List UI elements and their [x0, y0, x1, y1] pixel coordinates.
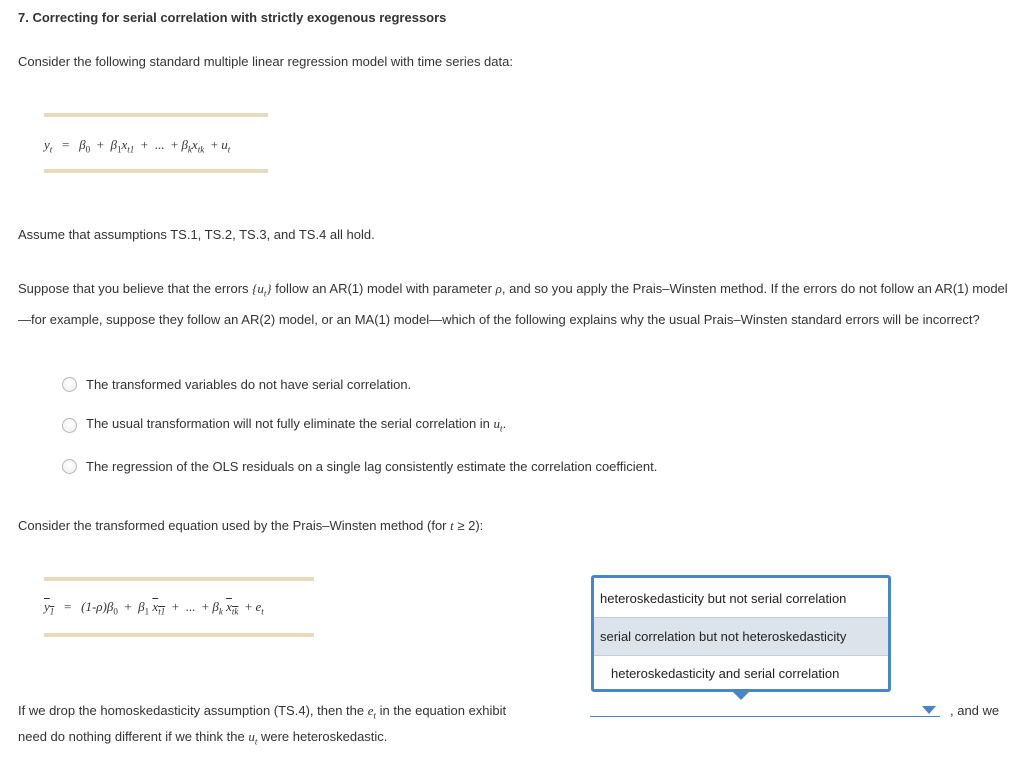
option-1[interactable] [62, 374, 411, 394]
transformed-equation: $y_1$ = $(1-\rho)\beta_0 + \beta_1$ $x_{t1}$ + ... + $\beta_k$ $x_{tk} + e_t$ [44, 599, 264, 617]
model-equation: $y_t$ = $\beta_0 + \beta_1x_{t1}$ + ... + $\beta_kx_{tk} + u_t$ [44, 137, 231, 155]
final-sentence-line2: need do nothing different if we think the $u_t$ were heteroskedastic. [18, 729, 388, 747]
final-sentence-tail: , and we [950, 703, 1000, 718]
dropdown-option-3[interactable]: heteroskedasticity and serial correlation [611, 666, 840, 681]
option-label: The transformed variables do not have serial correlation. [86, 376, 412, 392]
equation-top-rule [44, 113, 268, 117]
final-sentence-line1: If we drop the homoskedasticity assumption (TS.4), then the $e_t$ in the equation exhibit [18, 703, 507, 721]
radio-button[interactable] [62, 459, 77, 474]
option-2[interactable] [62, 415, 506, 435]
answer-select[interactable] [590, 716, 940, 717]
question-text: Suppose that you believe that the errors $\{u_t\}$ follow an AR(1) model with parameter ρ, and so you apply the Prais–Winsten method. If the errors do not follow an AR(1) model—for example, suppose they follow an AR(2) model, or an MA(1) model—which of the following explains why the usual Prais–Winsten standard errors will be incorrect? [18, 281, 1008, 327]
errors-math: $\{u_t\}$ [252, 281, 272, 299]
dropdown-option-1[interactable]: heteroskedasticity but not serial correlation [600, 591, 847, 606]
radio-button[interactable] [62, 377, 77, 392]
transformed-intro: Consider the transformed equation used by the Prais–Winsten method (for t ≥ 2): [18, 518, 484, 533]
option-label: The usual transformation will not fully eliminate the serial correlation in $u_t$. [86, 416, 507, 434]
option-label: The regression of the OLS residuals on a single lag consistently estimate the correlation coefficient. [86, 458, 658, 474]
dropdown-pointer-icon [733, 692, 749, 700]
radio-button[interactable] [62, 418, 77, 433]
chevron-down-icon[interactable] [922, 706, 936, 714]
dropdown-option-2[interactable]: serial correlation but not heteroskedasticity [594, 618, 888, 655]
equation-bottom-rule [44, 169, 268, 173]
transformed-top-rule [44, 577, 314, 581]
transformed-bottom-rule [44, 633, 314, 637]
intro-text: Consider the following standard multiple linear regression model with time series data: [18, 54, 513, 69]
question-title: 7. Correcting for serial correlation with strictly exogenous regressors [18, 10, 447, 25]
option-3[interactable] [62, 456, 657, 476]
assumptions-text: Assume that assumptions TS.1, TS.2, TS.3, and TS.4 all hold. [18, 227, 375, 242]
dropdown-menu [591, 575, 891, 692]
